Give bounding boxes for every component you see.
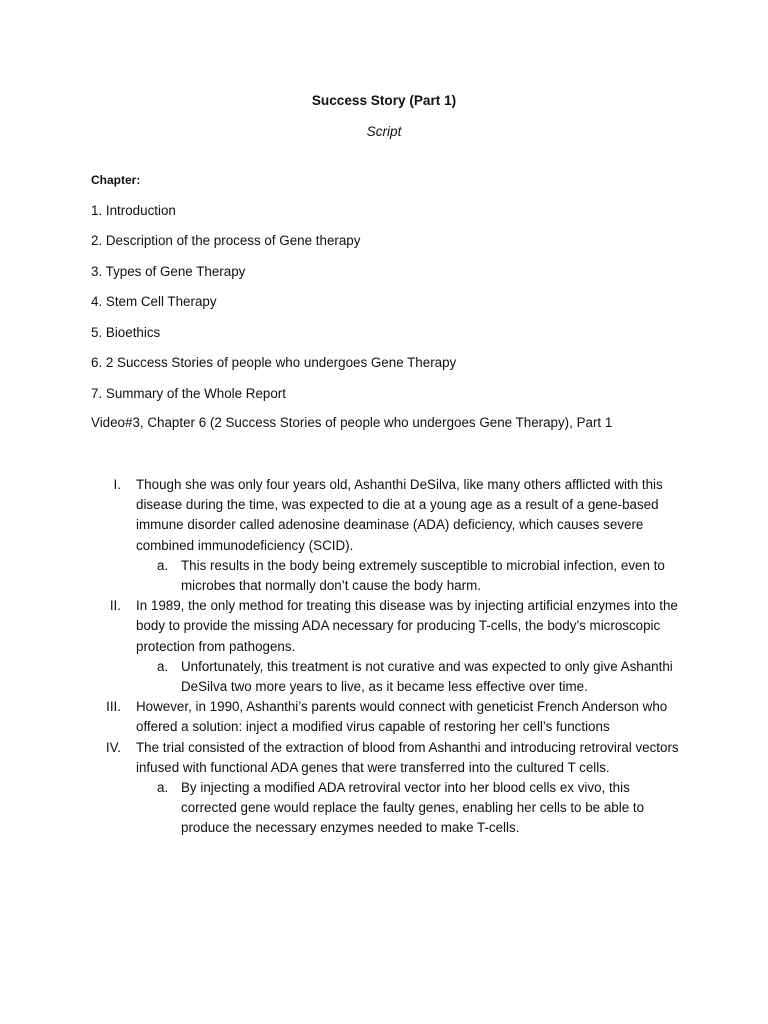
- outline-text: The trial consisted of the extraction of blood from Ashanthi and introducing retroviral vectors infused with functional ADA genes that were transferred into the cultured T cells.: [136, 739, 679, 775]
- video-reference-line: Video#3, Chapter 6 (2 Success Stories of people who undergoes Gene Therapy), Part 1: [91, 415, 613, 430]
- document-subtitle: Script: [366, 124, 402, 139]
- outline-marker: I.: [113, 477, 121, 492]
- outline-subitem: [0, 778, 768, 839]
- outline-sub-text: This results in the body being extremely susceptible to microbial infection, even to microbes that normally don’t cause the body harm.: [181, 557, 665, 594]
- chapter-label: Chapter:: [91, 173, 141, 187]
- chapter-item: 3. Types of Gene Therapy: [91, 264, 246, 279]
- chapter-item: 4. Stem Cell Therapy: [91, 294, 217, 309]
- outline-text: However, in 1990, Ashanthi’s parents would connect with geneticist French Anderson who offered a solution: inject a modified virus capable of restoring her cell’s functions: [136, 699, 668, 735]
- outline-list: [0, 475, 768, 839]
- chapter-item: 5. Bioethics: [91, 325, 161, 340]
- outline-sub-text: By injecting a modified ADA retroviral vector into her blood cells ex vivo, this corrected gene would replace the faulty genes, enabling her cells to be able to produce the necessary enzymes needed to make T-cells.: [181, 780, 645, 836]
- chapter-item: 7. Summary of the Whole Report: [91, 386, 286, 401]
- outline-item: [0, 738, 768, 778]
- outline-sub-marker: a.: [157, 557, 169, 573]
- outline-item: [0, 475, 768, 556]
- chapter-item: 2. Description of the process of Gene therapy: [91, 233, 361, 248]
- outline-marker: IV.: [105, 739, 121, 755]
- outline-subitem: [0, 657, 768, 697]
- outline-sub-marker: a.: [157, 780, 169, 796]
- outline-text: In 1989, the only method for treating this disease was by injecting artificial enzymes into the body to provide the missing ADA necessary for producing T-cells, the body’s microscopic protection from pathogens.: [136, 598, 678, 654]
- outline-item: [0, 697, 768, 737]
- outline-sub-marker: a.: [157, 658, 169, 674]
- outline-subitem: [0, 556, 768, 596]
- chapter-item: 1. Introduction: [91, 203, 176, 218]
- outline-sub-text: Unfortunately, this treatment is not curative and was expected to only give Ashanthi DeSilva two more years to live, as it became less effective over time.: [181, 658, 673, 695]
- outline-text: Though she was only four years old, Ashanthi DeSilva, like many others afflicted with this disease during the time, was expected to die at a young age as a result of a gene-based immune disorder called adenosine deaminase (ADA) deficiency, which causes severe combined immunodeficiency (SCID).: [136, 477, 663, 553]
- document-title: Success Story (Part 1): [311, 93, 457, 108]
- outline-marker: II.: [109, 598, 121, 614]
- outline-marker: III.: [106, 699, 121, 715]
- outline-item: [0, 596, 768, 657]
- chapter-item: 6. 2 Success Stories of people who undergoes Gene Therapy: [91, 355, 457, 370]
